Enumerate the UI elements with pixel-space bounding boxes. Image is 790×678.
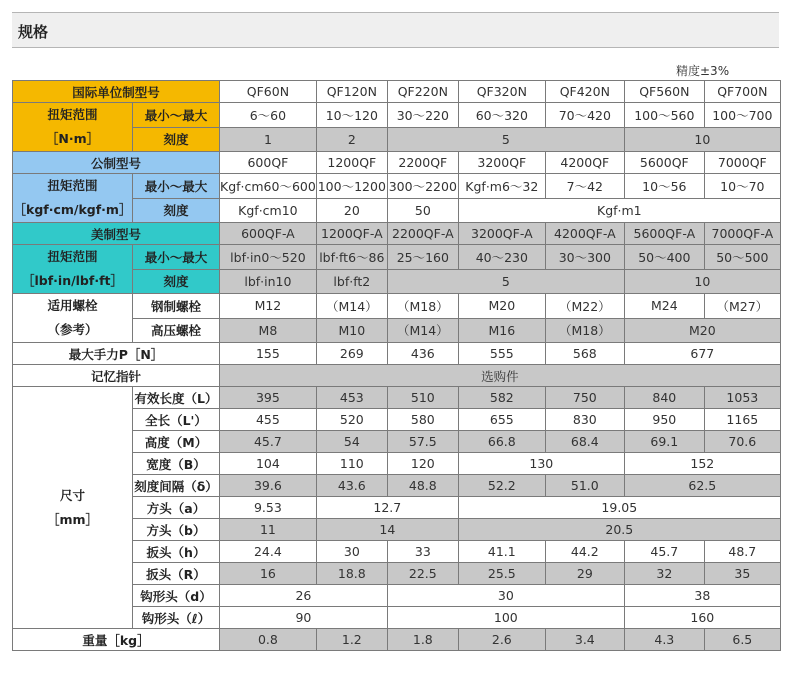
total-length: 950	[624, 409, 704, 431]
effective-length: 750	[545, 387, 624, 409]
us-range: lbf·ft6～86	[316, 245, 387, 270]
total-length: 830	[545, 409, 624, 431]
us-torque-title: 扭矩范围	[47, 249, 98, 264]
us-range: 40～230	[458, 245, 545, 270]
section-header	[12, 12, 779, 48]
metric-model: 7000QF	[704, 152, 780, 174]
us-torque-unit: ［lbf·in/lbf·ft］	[21, 273, 123, 288]
wrench-r: 32	[624, 563, 704, 585]
max-force: 155	[220, 343, 317, 365]
high-bolt-label: 高压螺栓	[133, 318, 220, 343]
effective-length: 1053	[704, 387, 780, 409]
max-force: 568	[545, 343, 624, 365]
metric-range: 100～1200	[316, 174, 387, 199]
si-model: QF60N	[220, 81, 317, 103]
height: 54	[316, 431, 387, 453]
high-bolt: （M18）	[545, 318, 624, 343]
wrench-r: 18.8	[316, 563, 387, 585]
us-model: 5600QF-A	[624, 223, 704, 245]
wrench-r: 35	[704, 563, 780, 585]
scale-interval: 52.2	[458, 475, 545, 497]
steel-bolt: M12	[220, 294, 317, 319]
effective-length: 453	[316, 387, 387, 409]
square-a-label: 方头（a）	[133, 497, 220, 519]
steel-bolt: M20	[458, 294, 545, 319]
weight: 6.5	[704, 629, 780, 651]
dims-label	[13, 387, 133, 629]
scale-interval: 62.5	[624, 475, 780, 497]
si-model: QF320N	[458, 81, 545, 103]
metric-model: 5600QF	[624, 152, 704, 174]
metric-model: 3200QF	[458, 152, 545, 174]
metric-label: 公制型号	[13, 152, 220, 174]
hook-l-label: 钩形头（ℓ）	[133, 607, 220, 629]
metric-range: Kgf·cm60～600	[220, 174, 317, 199]
total-length: 1165	[704, 409, 780, 431]
si-minmax-label: 最小～最大	[133, 103, 220, 128]
steel-bolt: （M14）	[316, 294, 387, 319]
si-label: 国际单位制型号	[13, 81, 220, 103]
width: 130	[458, 453, 624, 475]
height: 69.1	[624, 431, 704, 453]
table-row	[13, 629, 781, 651]
si-model: QF220N	[387, 81, 458, 103]
height: 66.8	[458, 431, 545, 453]
high-bolt: M8	[220, 318, 317, 343]
dims-unit: ［mm］	[46, 511, 99, 527]
si-model: QF420N	[545, 81, 624, 103]
table-row	[13, 223, 781, 245]
table-row	[13, 174, 781, 199]
steel-bolt: （M27）	[704, 294, 780, 319]
scale-interval: 39.6	[220, 475, 317, 497]
effective-length: 510	[387, 387, 458, 409]
steel-bolt-label: 钢制螺栓	[133, 294, 220, 319]
effective-length: 840	[624, 387, 704, 409]
si-scale: 2	[316, 127, 387, 152]
metric-range: 300～2200	[387, 174, 458, 199]
us-scale-label: 刻度	[133, 269, 220, 294]
total-length: 655	[458, 409, 545, 431]
table-row	[13, 387, 781, 409]
wrench-h: 48.7	[704, 541, 780, 563]
max-force: 436	[387, 343, 458, 365]
height: 45.7	[220, 431, 317, 453]
memory-label: 记忆指针	[13, 365, 220, 387]
square-a: 19.05	[458, 497, 780, 519]
si-model: QF120N	[316, 81, 387, 103]
width: 152	[624, 453, 780, 475]
total-length: 520	[316, 409, 387, 431]
metric-scale: Kgf·cm10	[220, 198, 317, 223]
high-bolt: M20	[624, 318, 780, 343]
si-scale: 10	[624, 127, 780, 152]
metric-model: 1200QF	[316, 152, 387, 174]
square-b: 20.5	[458, 519, 780, 541]
steel-bolt: （M18）	[387, 294, 458, 319]
weight: 1.2	[316, 629, 387, 651]
si-range: 100～560	[624, 103, 704, 128]
us-model: 3200QF-A	[458, 223, 545, 245]
effective-length-label: 有效长度（L）	[133, 387, 220, 409]
scale-interval: 48.8	[387, 475, 458, 497]
section-title: 规格	[18, 23, 49, 41]
width-label: 宽度（B）	[133, 453, 220, 475]
si-range: 60～320	[458, 103, 545, 128]
memory-value: 选购件	[220, 365, 781, 387]
us-torque-label	[13, 245, 133, 294]
us-range: lbf·in0～520	[220, 245, 317, 270]
us-model: 4200QF-A	[545, 223, 624, 245]
weight: 2.6	[458, 629, 545, 651]
hook-l: 100	[387, 607, 624, 629]
hook-l: 160	[624, 607, 780, 629]
weight: 4.3	[624, 629, 704, 651]
high-bolt: M16	[458, 318, 545, 343]
metric-torque-title: 扭矩范围	[47, 178, 98, 193]
total-length: 455	[220, 409, 317, 431]
total-length-label: 全长（L'）	[133, 409, 220, 431]
us-model: 7000QF-A	[704, 223, 780, 245]
metric-scale-label: 刻度	[133, 198, 220, 223]
metric-range: 10～70	[704, 174, 780, 199]
dims-title: 尺寸	[59, 487, 85, 503]
square-b: 11	[220, 519, 317, 541]
wrench-h: 44.2	[545, 541, 624, 563]
us-scale: lbf·in10	[220, 269, 317, 294]
total-length: 580	[387, 409, 458, 431]
bolts-note: （参考）	[47, 322, 98, 337]
bolts-label	[13, 294, 133, 343]
scale-interval: 43.6	[316, 475, 387, 497]
si-model: QF700N	[704, 81, 780, 103]
si-range: 100～700	[704, 103, 780, 128]
si-range: 10～120	[316, 103, 387, 128]
metric-scale: 50	[387, 198, 458, 223]
effective-length: 582	[458, 387, 545, 409]
si-torque-label	[13, 103, 133, 152]
us-scale: lbf·ft2	[316, 269, 387, 294]
height: 68.4	[545, 431, 624, 453]
us-scale: 5	[387, 269, 624, 294]
weight: 3.4	[545, 629, 624, 651]
weight: 1.8	[387, 629, 458, 651]
weight: 0.8	[220, 629, 317, 651]
si-scale: 1	[220, 127, 317, 152]
scale-interval: 51.0	[545, 475, 624, 497]
us-model: 600QF-A	[220, 223, 317, 245]
us-model: 2200QF-A	[387, 223, 458, 245]
wrench-r: 25.5	[458, 563, 545, 585]
si-scale: 5	[387, 127, 624, 152]
metric-range: Kgf·m6～32	[458, 174, 545, 199]
table-row	[13, 81, 781, 103]
height-label: 高度（M）	[133, 431, 220, 453]
hook-d: 30	[387, 585, 624, 607]
wrench-r-label: 扳头（R）	[133, 563, 220, 585]
metric-torque-unit: ［kgf·cm/kgf·m］	[13, 202, 132, 217]
us-range: 25～160	[387, 245, 458, 270]
table-row	[13, 365, 781, 387]
precision-note: 精度±3%	[676, 64, 730, 78]
steel-bolt: （M22）	[545, 294, 624, 319]
si-torque-unit: ［N·m］	[45, 131, 100, 146]
metric-torque-label	[13, 174, 133, 223]
spec-table	[12, 80, 781, 651]
hook-d: 26	[220, 585, 388, 607]
wrench-r: 22.5	[387, 563, 458, 585]
table-row	[13, 152, 781, 174]
width: 120	[387, 453, 458, 475]
hook-d-label: 钩形头（d）	[133, 585, 220, 607]
metric-model: 4200QF	[545, 152, 624, 174]
metric-model: 2200QF	[387, 152, 458, 174]
si-scale-label: 刻度	[133, 127, 220, 152]
us-label: 美制型号	[13, 223, 220, 245]
metric-range: 10～56	[624, 174, 704, 199]
square-b: 14	[316, 519, 458, 541]
si-range: 70～420	[545, 103, 624, 128]
si-range: 6～60	[220, 103, 317, 128]
hook-l: 90	[220, 607, 388, 629]
wrench-h-label: 扳头（h）	[133, 541, 220, 563]
us-range: 50～400	[624, 245, 704, 270]
si-model: QF560N	[624, 81, 704, 103]
table-row	[13, 294, 781, 319]
height: 70.6	[704, 431, 780, 453]
square-a: 12.7	[316, 497, 458, 519]
table-row	[13, 343, 781, 365]
max-force: 677	[624, 343, 780, 365]
steel-bolt: M24	[624, 294, 704, 319]
wrench-h: 41.1	[458, 541, 545, 563]
wrench-h: 24.4	[220, 541, 317, 563]
square-b-label: 方头（b）	[133, 519, 220, 541]
high-bolt: M10	[316, 318, 387, 343]
table-row	[13, 245, 781, 270]
us-minmax-label: 最小～最大	[133, 245, 220, 270]
si-torque-title: 扭矩范围	[47, 107, 98, 122]
weight-label: 重量［kg］	[13, 629, 220, 651]
width: 110	[316, 453, 387, 475]
us-range: 50～500	[704, 245, 780, 270]
wrench-h: 45.7	[624, 541, 704, 563]
metric-range: 7～42	[545, 174, 624, 199]
height: 57.5	[387, 431, 458, 453]
width: 104	[220, 453, 317, 475]
table-row	[13, 103, 781, 128]
metric-model: 600QF	[220, 152, 317, 174]
high-bolt: （M14）	[387, 318, 458, 343]
effective-length: 395	[220, 387, 317, 409]
us-scale: 10	[624, 269, 780, 294]
us-range: 30～300	[545, 245, 624, 270]
metric-minmax-label: 最小～最大	[133, 174, 220, 199]
max-force-label: 最大手力P［N］	[13, 343, 220, 365]
square-a: 9.53	[220, 497, 317, 519]
bolts-title: 适用螺栓	[47, 298, 98, 313]
metric-scale: Kgf·m1	[458, 198, 780, 223]
us-model: 1200QF-A	[316, 223, 387, 245]
wrench-r: 16	[220, 563, 317, 585]
max-force: 269	[316, 343, 387, 365]
wrench-h: 33	[387, 541, 458, 563]
scale-interval-label: 刻度间隔（δ）	[133, 475, 220, 497]
wrench-r: 29	[545, 563, 624, 585]
hook-d: 38	[624, 585, 780, 607]
si-range: 30～220	[387, 103, 458, 128]
wrench-h: 30	[316, 541, 387, 563]
metric-scale: 20	[316, 198, 387, 223]
max-force: 555	[458, 343, 545, 365]
